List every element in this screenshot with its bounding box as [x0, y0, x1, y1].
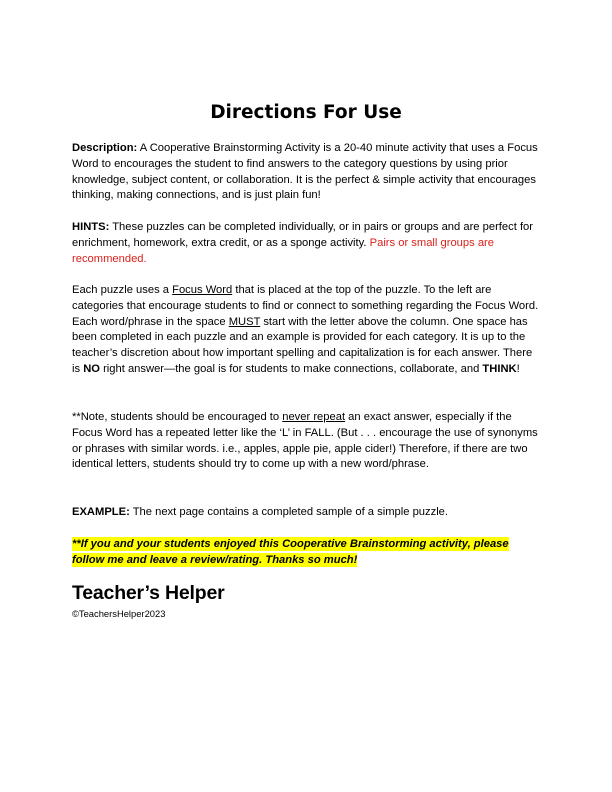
hints-paragraph — [72, 220, 542, 267]
hints-label: HINTS: — [72, 221, 110, 233]
focus-word-term: Focus Word — [172, 284, 233, 296]
puzzle-paragraph — [72, 283, 542, 378]
review-request-paragraph — [72, 537, 532, 569]
puzzle-text-1: Each puzzle uses a — [72, 284, 173, 296]
think-term: THINK — [482, 362, 517, 375]
puzzle-text-4: right answer—the goal is for students to make connections, collaborate, and — [99, 362, 483, 375]
description-paragraph — [72, 141, 542, 204]
never-repeat-term: never repeat — [282, 411, 346, 423]
no-term: NO — [83, 362, 100, 375]
must-term: MUST — [228, 315, 261, 328]
example-text: The next page contains a completed sample of a simple puzzle. — [129, 506, 449, 518]
example-paragraph — [72, 505, 542, 521]
puzzle-text-5: ! — [516, 362, 520, 375]
note-paragraph — [72, 410, 542, 473]
review-request-text: **If you and your students enjoyed this Cooperative Brainstorming activity, please follow me and leave a review/rating. Thanks so much! — [72, 538, 509, 566]
note-text-2: an exact answer, especially if the Focus Word has a repeated letter like the ‘L’ in FALL. (But . . . encourage the use of synonyms or phrases with similar words. i.e., apples, apple pie, apple cider!) Therefore, if there are two identical letters, students should try to come up with a new word/phrase. — [72, 411, 538, 471]
hints-recommendation: Pairs or small groups are recommended. — [72, 236, 494, 265]
description-label: Description: — [72, 142, 138, 154]
puzzle-text-2: that is placed at the top of the puzzle. To the left are categories that encourage students to find or connect to something regarding the Focus Word. Each word/phrase in the space — [72, 284, 539, 328]
description-text: A Cooperative Brainstorming Activity is a 20-40 minute activity that uses a Focus Word to encourages the student to find answers to the category questions by using prior knowledge, subject content, or collaboration. It is the perfect & simple activity that encourages thinking, making connections, and is just plain fun! — [72, 142, 538, 202]
hints-text: These puzzles can be completed individually, or in pairs or groups and are perfect for enrichment, homework, extra credit, or as a sponge activity. — [72, 221, 533, 249]
example-label: EXAMPLE: — [72, 506, 130, 518]
note-text-1: **Note, students should be encouraged to — [72, 411, 283, 423]
puzzle-text-3: start with the letter above the column. One space has been completed in each puzzle and an example is provided for each category. It is up to the teacher’s discretion about how important spelling and capitalization is for each answer. There is — [72, 315, 533, 375]
copyright-notice: ©TeachersHelper2023 — [72, 608, 166, 619]
page-title: Directions For Use — [210, 102, 402, 123]
brand-name: Teacher’s Helper — [72, 582, 225, 604]
